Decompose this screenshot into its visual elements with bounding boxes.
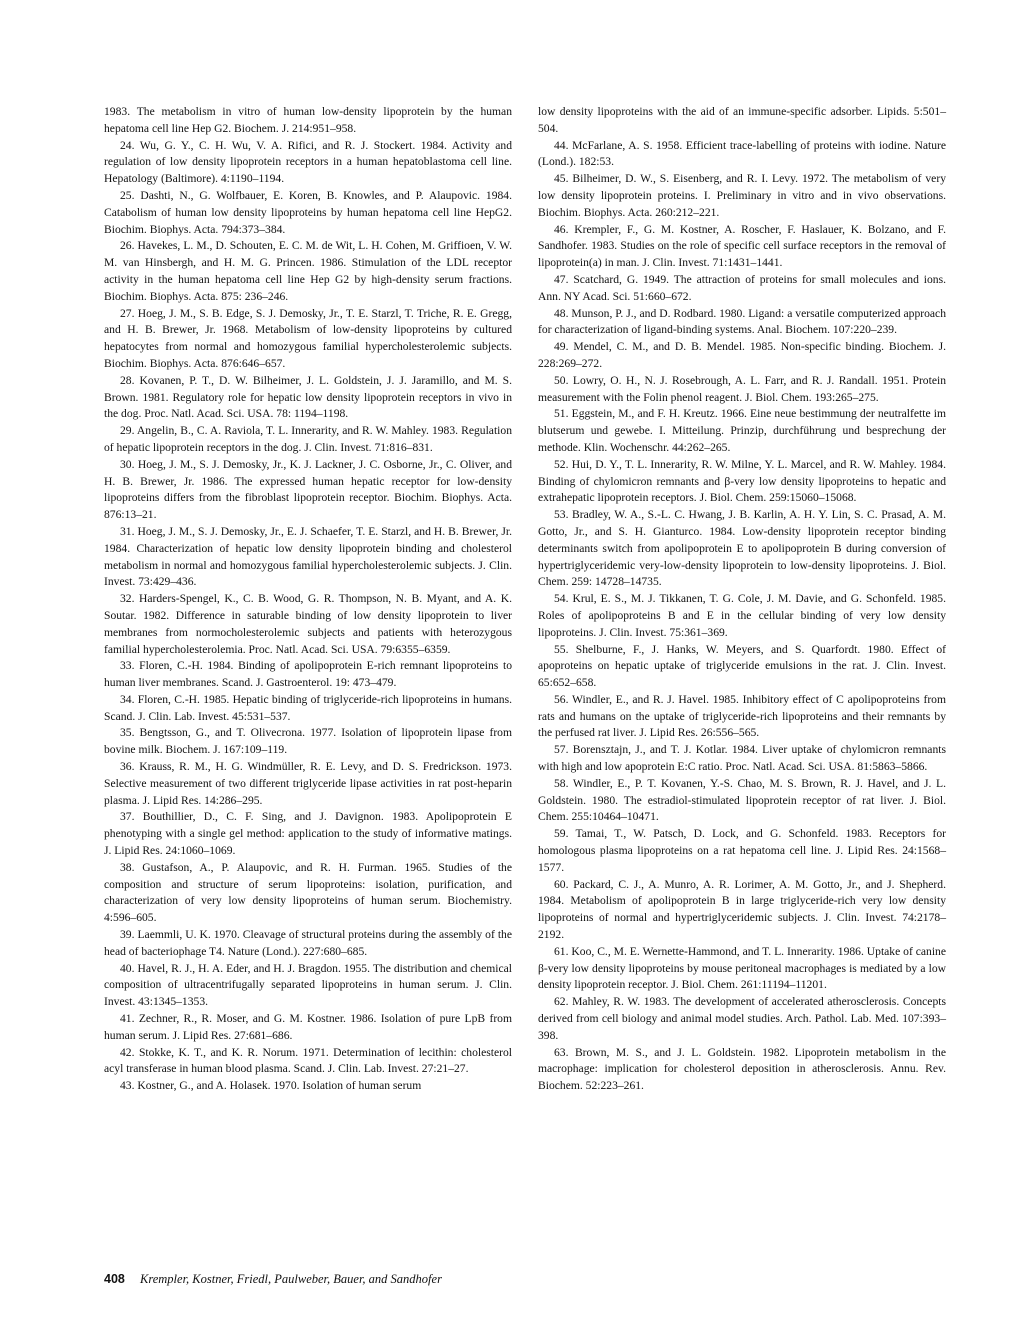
reference-entry: 52. Hui, D. Y., T. L. Innerarity, R. W. Milne, Y. L. Marcel, and R. W. Mahley. 1984. Binding of chylomicron remnants and β-very low density lipoproteins to hepatic and extrahepatic lipoprotein receptors. J. Biol. Chem. 259:15060–15068. [538, 457, 946, 505]
reference-entry: 63. Brown, M. S., and J. L. Goldstein. 1982. Lipoprotein metabolism in the macrophage: implication for cholesterol deposition in atherosclerosis. Annu. Rev. Biochem. 52:223–261. [538, 1045, 946, 1093]
reference-entry: 41. Zechner, R., R. Moser, and G. M. Kostner. 1986. Isolation of pure LpB from human serum. J. Lipid Res. 27:681–686. [104, 1012, 512, 1042]
reference-entry: low density lipoproteins with the aid of an immune-specific adsorber. Lipids. 5:501–504. [538, 105, 946, 135]
reference-entry: 48. Munson, P. J., and D. Rodbard. 1980. Ligand: a versatile computerized approach for characterization of ligand-binding systems. Anal. Biochem. 107:220–239. [538, 306, 946, 337]
reference-entry: 58. Windler, E., P. T. Kovanen, Y.-S. Chao, M. S. Brown, R. J. Havel, and J. L. Goldstein. 1980. The estradiol-stimulated lipoprotein receptor of rat liver. J. Biol. Chem. 255:10464–10471. [538, 776, 946, 824]
reference-entry: 38. Gustafson, A., P. Alaupovic, and R. H. Furman. 1965. Studies of the composition and structure of serum lipoproteins: isolation, purification, and characterization of very low density lipoproteins of human serum. Biochemistry. 4:596–605. [104, 860, 512, 925]
reference-entry: 25. Dashti, N., G. Wolfbauer, E. Koren, B. Knowles, and P. Alaupovic. 1984. Catabolism of human low density lipoproteins by human hepatoma cell line HepG2. Biochim. Biophys. Acta. 794:373–384. [104, 188, 512, 236]
reference-entry: 40. Havel, R. J., H. A. Eder, and H. J. Bragdon. 1955. The distribution and chemical composition of ultracentrifugally separated lipoproteins in human serum. J. Clin. Invest. 43:1345–1353. [104, 961, 512, 1009]
reference-entry: 32. Harders-Spengel, K., C. B. Wood, G. R. Thompson, N. B. Myant, and A. K. Soutar. 1982. Difference in saturable binding of low density lipoprotein to liver membranes from normocholesterolemic subjects and patients with heterozygous familial hypercholesterolemia. Proc. Natl. Acad. Sci. USA. 79:6355–6359. [104, 592, 512, 656]
reference-entry: 51. Eggstein, M., and F. H. Kreutz. 1966. Eine neue bestimmung der neutralfette im blutserum und gewebe. I. Mitteilung. Prinzip, durchführung und besprechung der methode. Klin. Wochenschr. 44:262–265. [538, 407, 946, 454]
reference-entry: 1983. The metabolism in vitro of human low-density lipoprotein by the human hepatoma cell line Hep G2. Biochem. J. 214:951–958. [104, 105, 512, 135]
reference-entry: 55. Shelburne, F., J. Hanks, W. Meyers, and S. Quarfordt. 1980. Effect of apoproteins on hepatic uptake of triglyceride emulsions in the rat. J. Clin. Invest. 65:652–658. [538, 642, 946, 690]
reference-entry: 26. Havekes, L. M., D. Schouten, E. C. M. de Wit, L. H. Cohen, M. Griffioen, V. W. M. van Hinsbergh, and H. M. G. Princen. 1986. Stimulation of the LDL receptor activity in the human hepatoma cell line Hep G2 by high-density serum fractions. Biochim. Biophys. Acta. 875: 236–246. [104, 239, 512, 303]
reference-entry: 45. Bilheimer, D. W., S. Eisenberg, and R. I. Levy. 1972. The metabolism of very low density lipoprotein proteins. I. Preliminary in vitro and in vivo observations. Biochim. Biophys. Acta. 260:212–221. [538, 172, 946, 219]
reference-entry: 33. Floren, C.-H. 1984. Binding of apolipoprotein E-rich remnant lipoproteins to human liver membranes. Scand. J. Gastroenterol. 19: 473–479. [104, 659, 512, 690]
reference-entry: 36. Krauss, R. M., H. G. Windmüller, R. E. Levy, and D. S. Fredrickson. 1973. Selective measurement of two different triglyceride lipase activities in rat post-heparin plasma. J. Lipid Res. 14:286–295. [104, 760, 512, 807]
reference-entry: 43. Kostner, G., and A. Holasek. 1970. Isolation of human serum [120, 1079, 422, 1093]
reference-entry: 46. Krempler, F., G. M. Kostner, A. Roscher, F. Haslauer, K. Bolzano, and F. Sandhofer. 1983. Studies on the role of specific cell surface receptors in the removal of lipoprotein(a) in man. J. Clin. Invest. 71:1431–1441. [538, 222, 946, 270]
reference-entry: 29. Angelin, B., C. A. Raviola, T. L. Innerarity, and R. W. Mahley. 1983. Regulation of hepatic lipoprotein receptors in the dog. J. Clin. Invest. 71:816–831. [104, 424, 512, 454]
reference-entry: 39. Laemmli, U. K. 1970. Cleavage of structural proteins during the assembly of the head of bacteriophage T4. Nature (Lond.). 227:680–685. [104, 928, 512, 958]
reference-entry: 60. Packard, C. J., A. Munro, A. R. Lorimer, A. M. Gotto, Jr., and J. Shepherd. 1984. Metabolism of apolipoprotein B in large triglyceride-rich very low density lipoproteins of normal and hypertriglyceridemic subjects. J. Clin. Invest. 74:2178–2192. [538, 877, 946, 942]
reference-entry: 27. Hoeg, J. M., S. B. Edge, S. J. Demosky, Jr., T. E. Starzl, T. Triche, R. E. Gregg, and H. B. Brewer, Jr. 1968. Metabolism of low-density lipoproteins by cultured hepatocytes from normal and homozygous familial hypercholesterolemic subjects. Biochim. Biophys. Acta. 876:646–657. [104, 306, 512, 370]
reference-entry: 47. Scatchard, G. 1949. The attraction of proteins for small molecules and ions. Ann. NY Acad. Sci. 51:660–672. [538, 272, 946, 303]
reference-entry: 61. Koo, C., M. E. Wernette-Hammond, and T. L. Innerarity. 1986. Uptake of canine β-very low density lipoproteins by mouse peritoneal macrophages is mediated by a low density lipoprotein receptor. J. Biol. Chem. 261:11194–11201. [538, 944, 946, 992]
reference-entry: 59. Tamai, T., W. Patsch, D. Lock, and G. Schonfeld. 1983. Receptors for homologous plasma lipoproteins on a rat hepatoma cell line. J. Lipid Res. 24:1568–1577. [538, 827, 946, 874]
reference-entry: 31. Hoeg, J. M., S. J. Demosky, Jr., E. J. Schaefer, T. E. Starzl, and H. B. Brewer, Jr. 1984. Characterization of hepatic low density lipoprotein binding and cholesterol metabolism in normal and homozygous familial hypercholesterolemic subjects. J. Clin. Invest. 73:429–436. [104, 524, 512, 589]
reference-entry: 54. Krul, E. S., M. J. Tikkanen, T. G. Cole, J. M. Davie, and G. Schonfeld. 1985. Roles of apolipoproteins B and E in the cellular binding of very low density lipoproteins. J. Clin. Invest. 75:361–369. [538, 592, 946, 639]
reference-entry: 62. Mahley, R. W. 1983. The development of accelerated atherosclerosis. Concepts derived from cell biology and animal model studies. Arch. Pathol. Lab. Med. 107:393–398. [538, 995, 946, 1042]
reference-column-left [104, 104, 512, 1095]
page-footer [104, 1272, 442, 1287]
reference-entry: 57. Borensztajn, J., and T. J. Kotlar. 1984. Liver uptake of chylomicron remnants with high and low apoprotein E:C ratio. Proc. Natl. Acad. Sci. USA. 81:5863–5866. [538, 743, 946, 774]
page-number: 408 [104, 1272, 125, 1286]
reference-entry: 50. Lowry, O. H., N. J. Rosebrough, A. L. Farr, and R. J. Randall. 1951. Protein measurement with the Folin phenol reagent. J. Biol. Chem. 193:265–275. [538, 373, 946, 404]
reference-entry: 44. McFarlane, A. S. 1958. Efficient trace-labelling of proteins with iodine. Nature (Lond.). 182:53. [538, 138, 946, 169]
reference-entry: 37. Bouthillier, D., C. F. Sing, and J. Davignon. 1983. Apolipoprotein E phenotyping with a single gel method: application to the study of informative matings. J. Lipid Res. 24:1060–1069. [104, 810, 512, 858]
reference-entry: 42. Stokke, K. T., and K. R. Norum. 1971. Determination of lecithin: cholesterol acyl transferase in human blood plasma. Scand. J. Clin. Lab. Invest. 27:21–27. [104, 1045, 512, 1076]
running-authors: Krempler, Kostner, Friedl, Paulweber, Bauer, and Sandhofer [139, 1272, 442, 1286]
reference-entry: 56. Windler, E., and R. J. Havel. 1985. Inhibitory effect of C apolipoproteins from rats and humans on the uptake of triglyceride-rich lipoproteins and their remnants by the perfused rat liver. J. Lipid Res. 26:556–565. [538, 692, 946, 740]
reference-entry: 24. Wu, G. Y., C. H. Wu, V. A. Rifici, and R. J. Stockert. 1984. Activity and regulation of low density lipoprotein receptors in a human hepatoblastoma cell line. Hepatology (Baltimore). 4:1190–1194. [104, 138, 512, 186]
reference-entry: 28. Kovanen, P. T., D. W. Bilheimer, J. L. Goldstein, J. J. Jaramillo, and M. S. Brown. 1981. Regulatory role for hepatic low density lipoprotein receptors in vivo in the dog. Proc. Natl. Acad. Sci. USA. 78: 1194–1198. [104, 373, 512, 421]
reference-column-right [538, 104, 946, 1095]
reference-entry: 35. Bengtsson, G., and T. Olivecrona. 1977. Isolation of lipoprotein lipase from bovine milk. Biochem. J. 167:109–119. [104, 726, 512, 757]
reference-entry: 53. Bradley, W. A., S.-L. C. Hwang, J. B. Karlin, A. H. Y. Lin, S. C. Prasad, A. M. Gotto, Jr., and S. H. Gianturco. 1984. Low-density lipoprotein receptor binding determinants switch from apolipoprotein E to apolipoprotein B during conversion of hypertriglyceridemic very-low-density lipoprotein to low-density lipoproteins. J. Biol. Chem. 259: 14728–14735. [538, 508, 946, 589]
reference-entry: 49. Mendel, C. M., and D. B. Mendel. 1985. Non-specific binding. Biochem. J. 228:269–272. [538, 340, 946, 370]
reference-entry: 34. Floren, C.-H. 1985. Hepatic binding of triglyceride-rich lipoproteins in humans. Scand. J. Clin. Lab. Invest. 45:531–537. [104, 692, 512, 723]
reference-entry: 30. Hoeg, J. M., S. J. Demosky, Jr., K. J. Lackner, J. C. Osborne, Jr., C. Oliver, and H. B. Brewer, Jr. 1986. The expressed human hepatic receptor for low-density lipoproteins differs from the fibroblast lipoprotein receptor. Biochim. Biophys. Acta. 876:13–21. [104, 457, 512, 522]
